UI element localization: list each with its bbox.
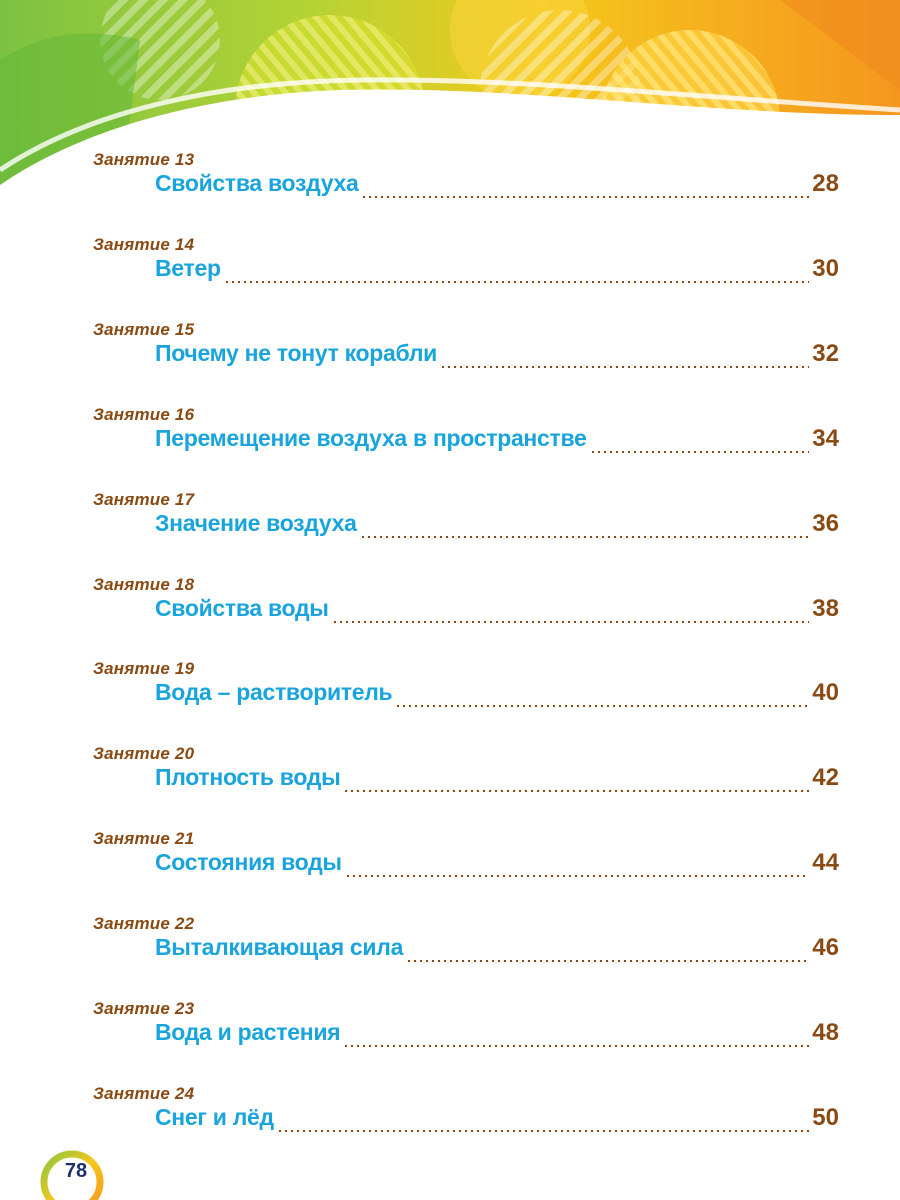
toc-row[interactable] — [155, 595, 839, 631]
toc-row[interactable] — [155, 1019, 839, 1055]
page-number: 78 — [64, 1160, 88, 1182]
toc-row[interactable] — [155, 764, 839, 800]
toc-row[interactable] — [155, 849, 839, 885]
lesson-label: Занятие 24 — [93, 1084, 195, 1103]
toc-title: Свойства воды — [155, 595, 329, 621]
toc-entry — [0, 914, 900, 994]
toc-entry — [0, 575, 900, 655]
dot-leader — [360, 536, 810, 538]
toc-entry — [0, 320, 900, 400]
lesson-label: Занятие 19 — [93, 659, 195, 678]
toc-row[interactable] — [155, 340, 839, 376]
toc-title: Почему не тонут корабли — [155, 340, 438, 366]
toc-entry — [0, 1084, 900, 1164]
toc-row[interactable] — [155, 170, 839, 206]
lesson-label: Занятие 22 — [93, 914, 195, 933]
toc-title: Плотность воды — [155, 764, 341, 790]
dot-leader — [395, 705, 809, 707]
toc-page-number: 40 — [812, 679, 839, 706]
lesson-label: Занятие 14 — [93, 235, 195, 254]
dot-leader — [224, 281, 810, 283]
toc-page-number: 44 — [812, 849, 839, 876]
toc-entry — [0, 405, 900, 485]
lesson-label: Занятие 13 — [93, 150, 195, 169]
toc-page-number: 36 — [812, 510, 839, 537]
dot-leader — [343, 1045, 809, 1047]
dot-leader — [332, 621, 810, 623]
dot-leader — [277, 1130, 810, 1132]
dot-leader — [345, 875, 810, 877]
toc-page-number: 50 — [812, 1104, 839, 1131]
toc-title: Выталкивающая сила — [155, 934, 404, 960]
toc-row[interactable] — [155, 679, 839, 715]
toc-page-number: 48 — [812, 1019, 839, 1046]
toc-title: Состояния воды — [155, 849, 342, 875]
toc-title: Перемещение воздуха в пространстве — [155, 425, 587, 451]
toc-row[interactable] — [155, 510, 839, 546]
lesson-label: Занятие 18 — [93, 575, 195, 594]
toc-title: Значение воздуха — [155, 510, 357, 536]
toc-page-number: 28 — [812, 170, 839, 197]
lesson-label: Занятие 17 — [93, 490, 195, 509]
toc-entry — [0, 490, 900, 570]
toc-page-number: 34 — [812, 425, 839, 452]
toc-page-number: 46 — [812, 934, 839, 961]
lesson-label: Занятие 20 — [93, 744, 195, 763]
toc-title: Снег и лёд — [155, 1104, 274, 1130]
toc-entry — [0, 659, 900, 739]
toc-page-number: 38 — [812, 595, 839, 622]
toc-entry — [0, 235, 900, 315]
lesson-label: Занятие 23 — [93, 999, 195, 1018]
dot-leader — [440, 366, 809, 368]
dot-leader — [406, 960, 809, 962]
dot-leader — [361, 196, 809, 198]
lesson-label: Занятие 21 — [93, 829, 195, 848]
toc-row[interactable] — [155, 255, 839, 291]
toc-title: Свойства воздуха — [155, 170, 359, 196]
toc-entry — [0, 999, 900, 1079]
toc-row[interactable] — [155, 1104, 839, 1140]
toc-entry — [0, 150, 900, 230]
dot-leader — [590, 451, 810, 453]
toc-title: Вода и растения — [155, 1019, 341, 1045]
toc-title: Вода – растворитель — [155, 679, 393, 705]
toc-page-number: 42 — [812, 764, 839, 791]
toc-page-number: 32 — [812, 340, 839, 367]
toc-row[interactable] — [155, 934, 839, 970]
lesson-label: Занятие 15 — [93, 320, 195, 339]
toc-entry — [0, 744, 900, 824]
toc-page-number: 30 — [812, 255, 839, 282]
lesson-label: Занятие 16 — [93, 405, 195, 424]
toc-entry — [0, 829, 900, 909]
dot-leader — [343, 790, 809, 792]
toc-title: Ветер — [155, 255, 221, 281]
toc-row[interactable] — [155, 425, 839, 461]
